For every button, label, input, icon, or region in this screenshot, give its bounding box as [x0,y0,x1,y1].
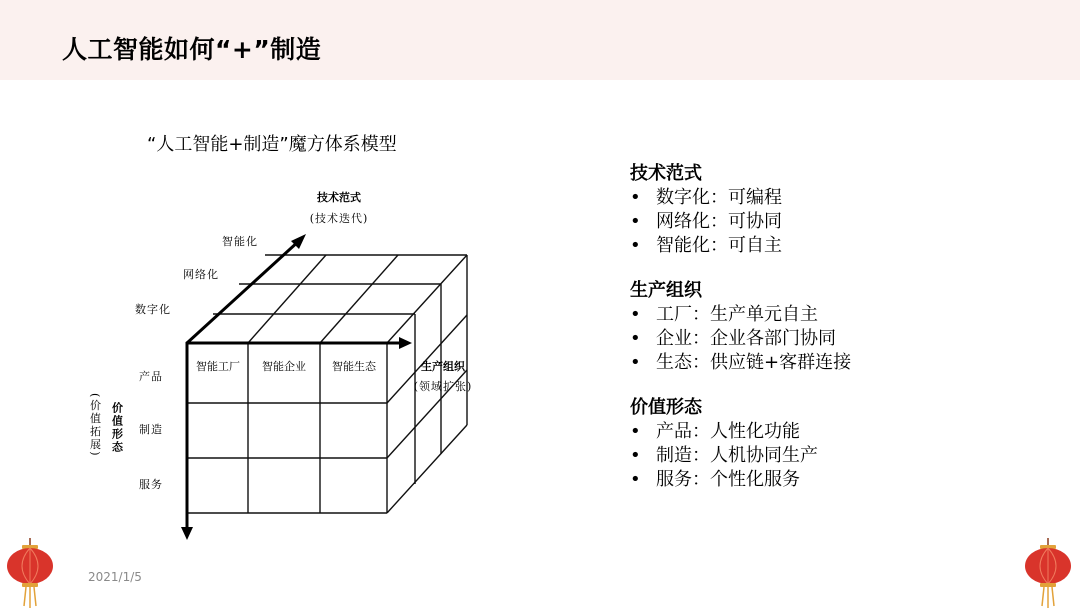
list-item: • 智能化：可自主 [630,235,782,256]
info-panel [630,162,1050,513]
value-level-service: 服务 [139,478,163,491]
org-axis-title: 生产组织 [421,360,465,373]
tech-axis-arrow [187,240,300,343]
list-item: • 工厂：生产单元自主 [630,304,818,325]
grid-line [248,255,326,343]
bullet-icon: • [630,469,641,490]
org-axis-subtitle: (领域扩张) [413,380,473,393]
grid-line [320,255,398,343]
org-arrowhead [399,337,412,349]
section-value-form [630,396,1050,492]
grid-line [387,255,467,343]
value-level-manufacturing: 制造 [139,423,163,436]
bullet-icon: • [630,187,641,208]
bullet-icon: • [630,421,641,442]
tech-axis-subtitle: (技术迭代) [309,212,369,225]
list-item: • 制造：人机协同生产 [630,445,818,466]
section-tech-paradigm [630,162,1050,258]
value-axis-subtitle: (价值拓展) [88,393,102,458]
model-caption: “人工智能+制造”魔方体系模型 [147,134,397,155]
slide-title: 人工智能如何“+”制造 [62,35,322,64]
grid-line [387,425,467,513]
lantern-right-icon [1022,538,1074,608]
bullet-icon: • [630,352,641,373]
value-axis-title: 价值形态 [110,402,124,454]
org-level-enterprise: 智能企业 [262,360,306,373]
section-production-org [630,279,1050,375]
section-title: 价值形态 [630,397,702,418]
tech-axis-title: 技术范式 [317,191,361,204]
bullet-icon: • [630,235,641,256]
tech-level-digital: 数字化 [135,303,171,316]
list-item: • 网络化：可协同 [630,211,782,232]
footer-date: 2021/1/5 [88,570,142,584]
list-item: • 企业：企业各部门协同 [630,328,836,349]
value-arrowhead [181,527,193,540]
tech-level-intelligent: 智能化 [222,235,258,248]
value-level-product: 产品 [139,370,163,383]
org-level-factory: 智能工厂 [196,360,240,373]
tech-level-networked: 网络化 [183,268,219,281]
list-item: • 生态：供应链+客群连接 [630,352,852,373]
section-title: 技术范式 [630,163,702,184]
list-item: • 数字化：可编程 [630,187,782,208]
bullet-icon: • [630,328,641,349]
org-level-ecosystem: 智能生态 [332,360,376,373]
lantern-left-icon [4,538,56,608]
bullet-icon: • [630,211,641,232]
bullet-icon: • [630,445,641,466]
section-title: 生产组织 [630,280,702,301]
bullet-icon: • [630,304,641,325]
list-item: • 服务：个性化服务 [630,469,800,490]
list-item: • 产品：人性化功能 [630,421,800,442]
